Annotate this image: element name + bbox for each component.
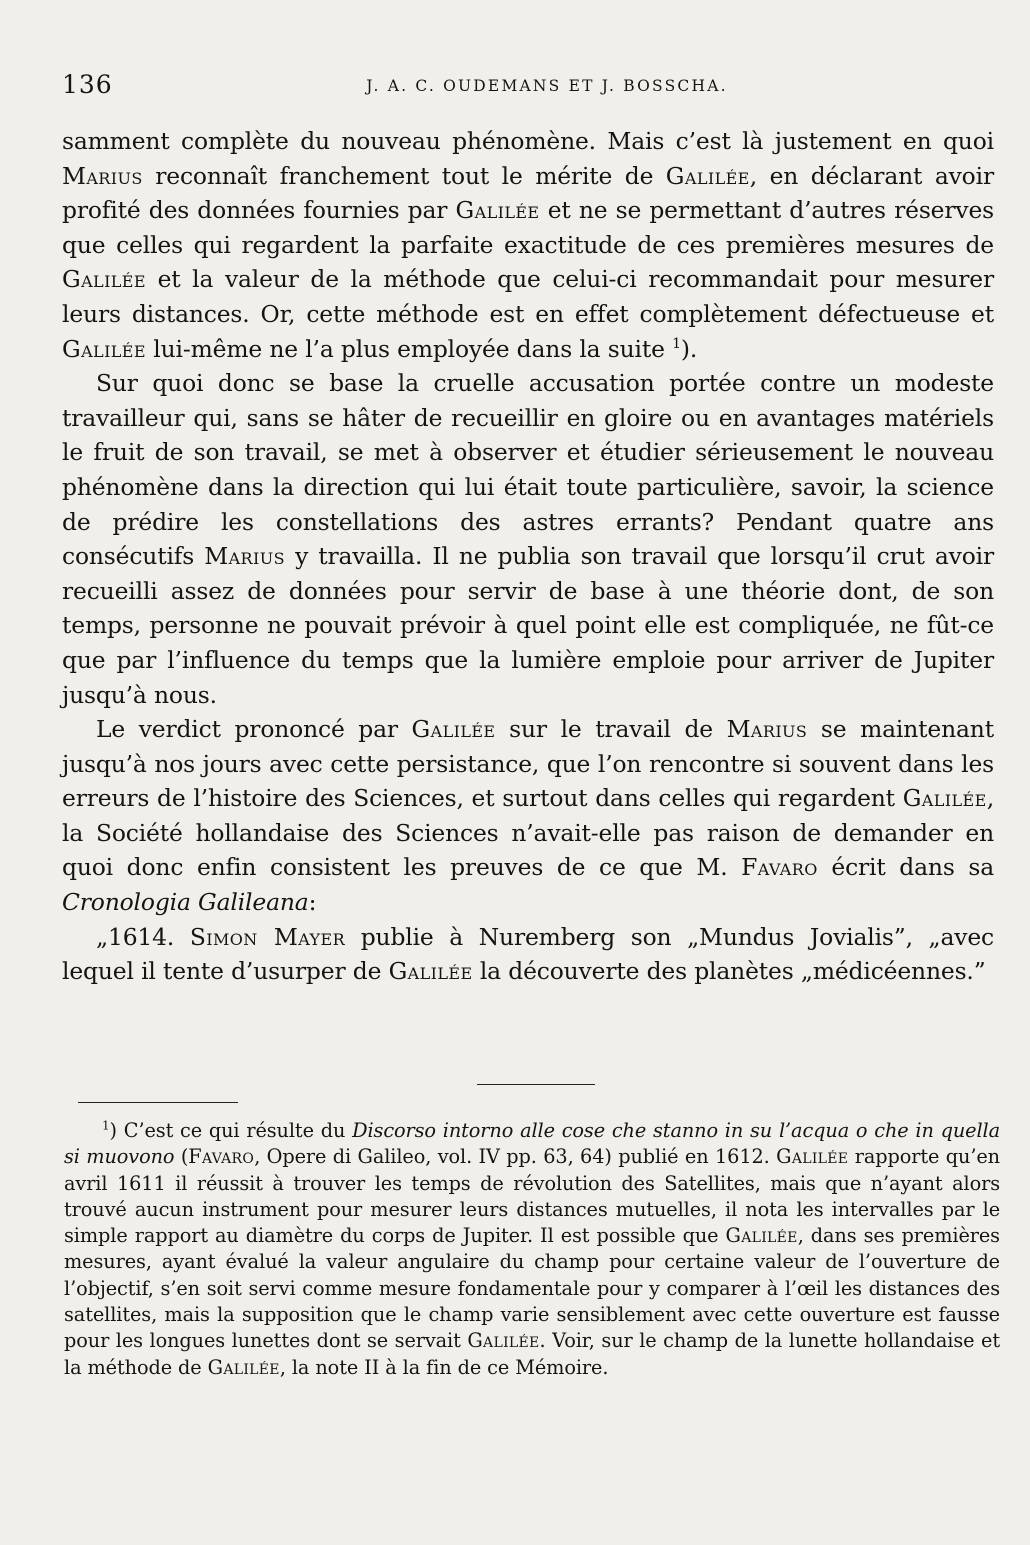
- name-marius: Marius: [726, 715, 808, 744]
- footnote: [64, 1118, 1000, 1381]
- body-text: [62, 124, 994, 989]
- name-galilee: Galilée: [207, 1355, 280, 1379]
- name-favaro: Favaro: [188, 1145, 255, 1169]
- footnote-mark: 1: [102, 1118, 110, 1133]
- work-title-discorso: Discorso intorno alle cose che stanno in su l’acqua o che in quella si muovono: [64, 1119, 1000, 1169]
- name-simon-mayer: Simon Mayer: [189, 922, 346, 951]
- name-galilee: Galilée: [725, 1224, 798, 1248]
- section-rule: [477, 1084, 595, 1085]
- work-title-cronologia: Cronologia Galileana: [62, 888, 309, 917]
- paragraph-3: Le verdict prononcé par Galilée sur le travail de Marius se maintenant jusqu’à nos jours avec cette persistance, que l’on rencontre si souvent dans les erreurs de l’histoire des Sciences, et surtout dans celles qui regardent Galilée, la Société hollandaise des Sciences n’avait-elle pas raison de demander en quoi donc enfin consistent les preuves de ce que M. Favaro écrit dans sa Cronologia Galileana:: [62, 715, 994, 917]
- name-galilee: Galilée: [62, 334, 146, 363]
- name-marius: Marius: [62, 161, 143, 190]
- name-galilee: Galilée: [467, 1329, 540, 1353]
- name-galilee: Galilée: [411, 715, 496, 744]
- name-galilee: Galilée: [902, 784, 987, 813]
- paragraph-2: Sur quoi donc se base la cruelle accusation portée contre un modeste travailleur qui, sans se hâter de recueillir en gloire ou en avantages matériels le fruit de son travail, se met à observer et étudier sérieusement le nouveau phénomène dans la direction qui lui était toute particulière, savoir, la science de prédire les constellations des astres errants? Pendant quatre ans consécutifs Marius y travailla. Il ne publia son travail que lorsqu’il crut avoir recueilli assez de données pour servir de base à une théorie dont, de son temps, personne ne pouvait prévoir à quel point elle est compliquée, ne fût-ce que par l’influence du temps que la lumière emploie pour arriver de Jupiter jusqu’à nous.: [62, 369, 994, 709]
- page-header: [62, 68, 992, 108]
- name-favaro: Favaro: [741, 853, 818, 882]
- name-galilee: Galilée: [62, 265, 146, 294]
- name-galilee: Galilée: [455, 196, 540, 225]
- footnote-rule: [78, 1102, 238, 1103]
- name-marius: Marius: [204, 542, 285, 571]
- page-number: 136: [62, 70, 113, 99]
- paragraph-1: samment complète du nouveau phénomène. Mais c’est là justement en quoi Marius reconnaît franchement tout le mérite de Galilée, en déclarant avoir profité des données fournies par Galilée et ne se permettant d’autres réserves que celles qui regardent la parfaite exactitude de ces premières mesures de Galilée et la valeur de la méthode que celui-ci recommandait pour mesurer leurs distances. Or, cette méthode est en effet complètement défectueuse et Galilée lui-même ne l’a plus employée dans la suite $^1$).: [62, 127, 995, 363]
- footnote-reference[interactable]: 1: [672, 335, 681, 352]
- name-galilee: Galilée: [388, 957, 473, 986]
- running-head: J. A. C. OUDEMANS ET J. BOSSCHA.: [366, 77, 728, 95]
- name-galilee: Galilée: [665, 161, 750, 190]
- name-galilee: Galilée: [776, 1145, 849, 1169]
- footnote-text: $^1$) C’est ce qui résulte du Discorso intorno alle cose che stanno in su l’acqua o che in quella si muovono (Favaro, Opere di Galileo, vol. IV pp. 63, 64) publié en 1612. Galilée rapporte qu’en avril 1611 il réussit à trouver les temps de révolution des Satellites, mais que n’ayant alors trouvé aucun instrument pour mesurer leurs distances mutuelles, il nota les intervalles par le simple rapport au diamètre du corps de Jupiter. Il est possible que Galilée, dans ses premières mesures, ayant évalué la valeur angulaire du champ pour certaine valeur de l’ouverture de l’objectif, s’en soit servi comme mesure fondamentale pour y comparer à l’œil les distances des satellites, mais la supposition que le champ varie sensiblement avec cette ouverture est fausse pour les longues lunettes dont se servait Galilée. Voir, sur le champ de la lunette hollandaise et la méthode de Galilée, la note II à la fin de ce Mémoire.: [64, 1118, 1000, 1379]
- quotation: „1614. Simon Mayer publie à Nuremberg son „Mundus Jovialis”, „avec lequel il tente d’usurper de Galilée la découverte des planètes „médicéennes.”: [62, 922, 995, 986]
